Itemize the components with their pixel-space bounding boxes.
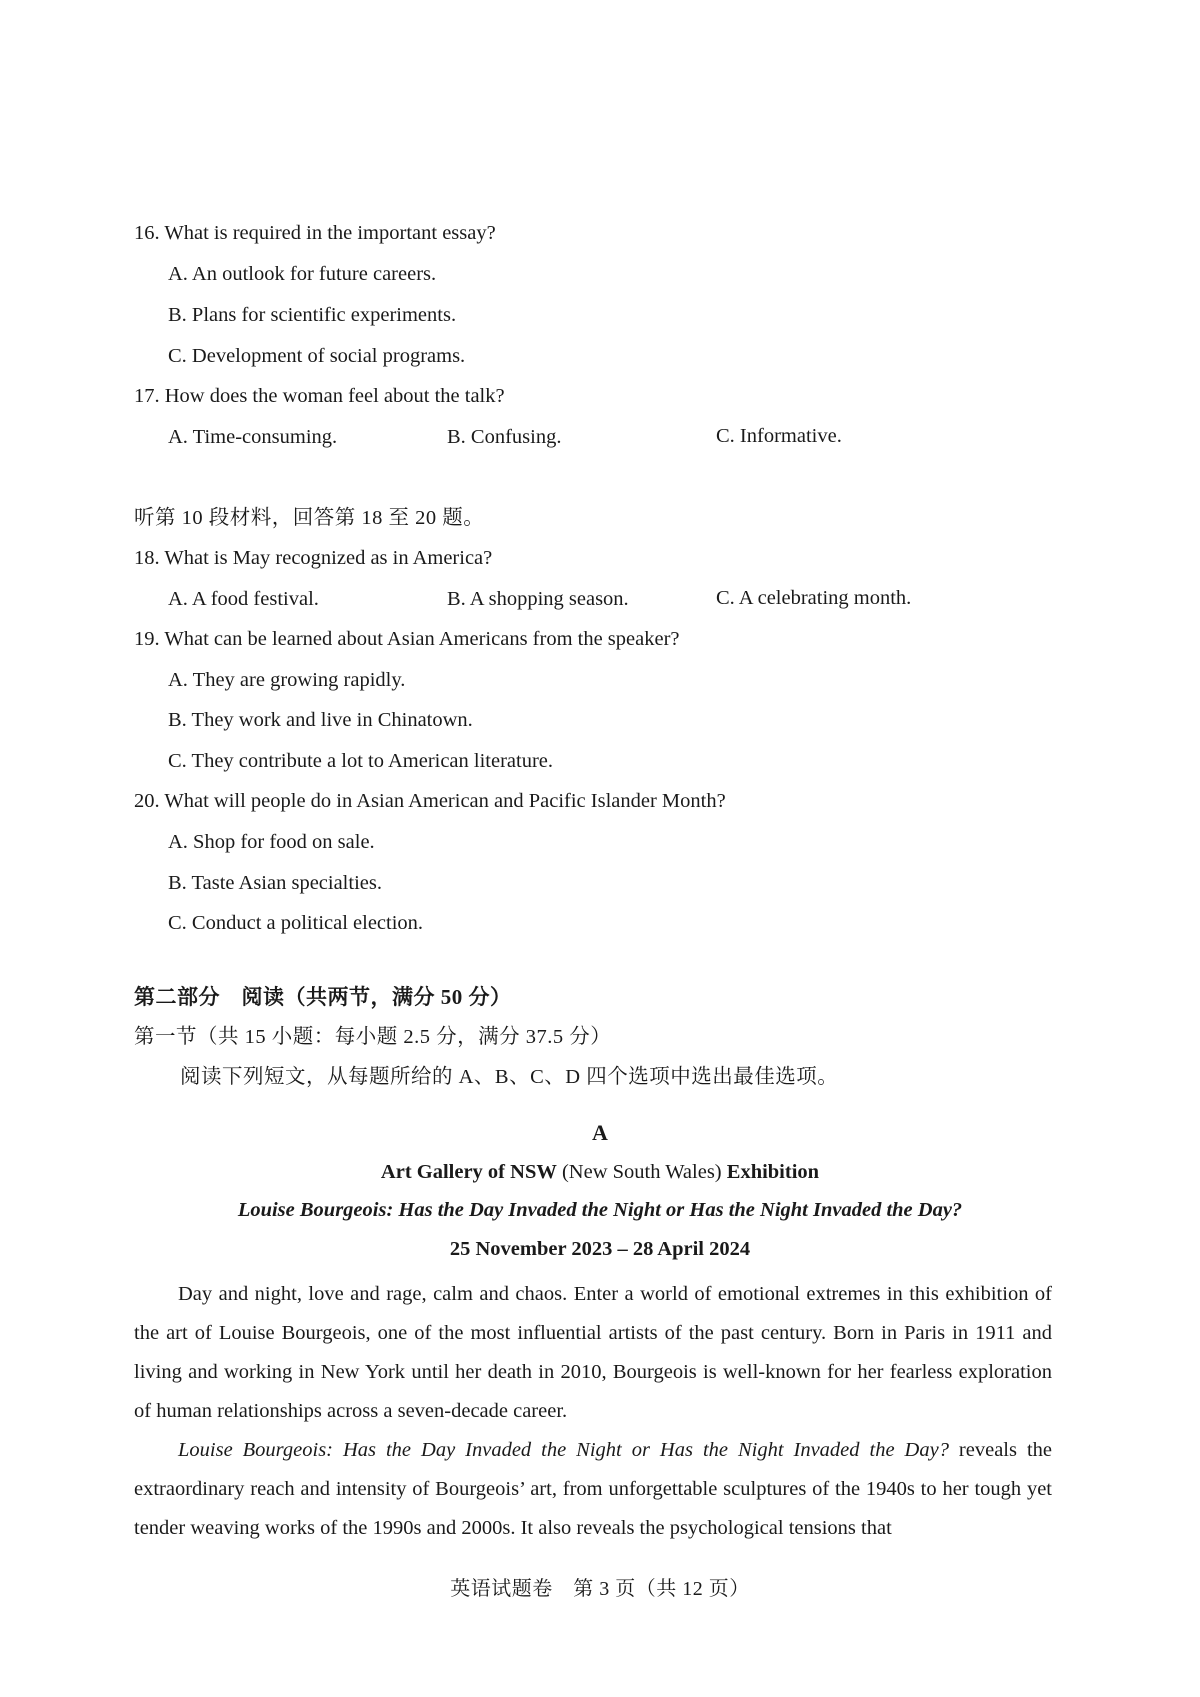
reading-instruction: 阅读下列短文，从每题所给的 A、B、C、D 四个选项中选出最佳选项。 — [180, 1066, 839, 1088]
heading-exhibition: Exhibition — [726, 1161, 820, 1183]
exhibition-subtitle: Louise Bourgeois: Has the Day Invaded the Night or Has the Night Invaded the Day? — [237, 1199, 963, 1221]
question-18-option-a: A. A food festival. — [168, 588, 319, 610]
question-18-stem: 18. What is May recognized as in America? — [134, 547, 493, 569]
listening-instruction: 听第 10 段材料，回答第 18 至 20 题。 — [134, 507, 485, 529]
question-18-option-c: C. A celebrating month. — [716, 587, 912, 609]
question-16-option-b: B. Plans for scientific experiments. — [168, 304, 457, 326]
question-16-option-c: C. Development of social programs. — [168, 345, 466, 367]
heading-gallery: Art Gallery of NSW — [380, 1161, 557, 1183]
question-19-option-c: C. They contribute a lot to American literature. — [168, 750, 554, 772]
question-17-option-c: C. Informative. — [716, 425, 842, 447]
paragraph-2-body: reveals the extraordinary reach and intensity of Bourgeois’ art, from unforgettable sculptures of the 1940s to her tough yet tender weaving works of the 1990s and 2000s. It also reveals the psychological tensions that — [134, 1439, 1053, 1539]
question-19-option-a: A. They are growing rapidly. — [168, 669, 406, 691]
part-two-title: 第二部分 阅读（共两节，满分 50 分） — [134, 985, 512, 1009]
question-20-option-c: C. Conduct a political election. — [168, 912, 424, 934]
question-16-option-a: A. An outlook for future careers. — [168, 263, 437, 285]
question-20-option-b: B. Taste Asian specialties. — [168, 872, 382, 894]
question-19-option-b: B. They work and live in Chinatown. — [168, 709, 473, 731]
question-20-option-a: A. Shop for food on sale. — [168, 831, 375, 853]
question-17-option-b: B. Confusing. — [447, 426, 562, 448]
passage-paragraph-2 — [134, 1431, 1052, 1548]
question-17-stem: 17. How does the woman feel about the talk? — [134, 385, 505, 407]
question-18-option-b: B. A shopping season. — [447, 588, 629, 610]
question-16-stem: 16. What is required in the important essay? — [134, 222, 496, 244]
passage-label: A — [592, 1120, 608, 1145]
question-19-stem: 19. What can be learned about Asian Americans from the speaker? — [134, 628, 680, 650]
passage-paragraph-1: Day and night, love and rage, calm and chaos. Enter a world of emotional extremes in this exhibition of the art of Louise Bourgeois, one of the most influential artists of the past century. Born in Paris in 1911 and living and working in New York until her death in 2010, Bourgeois is well-known for her fearless exploration of human relationships across a seven-decade career. — [134, 1283, 1052, 1422]
exhibition-heading — [0, 1159, 1200, 1185]
question-20-stem: 20. What will people do in Asian American and Pacific Islander Month? — [134, 790, 726, 812]
question-17-option-a: A. Time-consuming. — [168, 426, 338, 448]
exhibition-dates: 25 November 2023 – 28 April 2024 — [449, 1238, 751, 1260]
paragraph-2-title: Louise Bourgeois: Has the Day Invaded the Night or Has the Night Invaded the Day? — [178, 1439, 949, 1461]
page-footer: 英语试题卷 第 3 页（共 12 页） — [450, 1578, 750, 1600]
section-one-title: 第一节（共 15 小题：每小题 2.5 分，满分 37.5 分） — [134, 1026, 612, 1048]
heading-region: (New South Wales) — [556, 1161, 727, 1183]
